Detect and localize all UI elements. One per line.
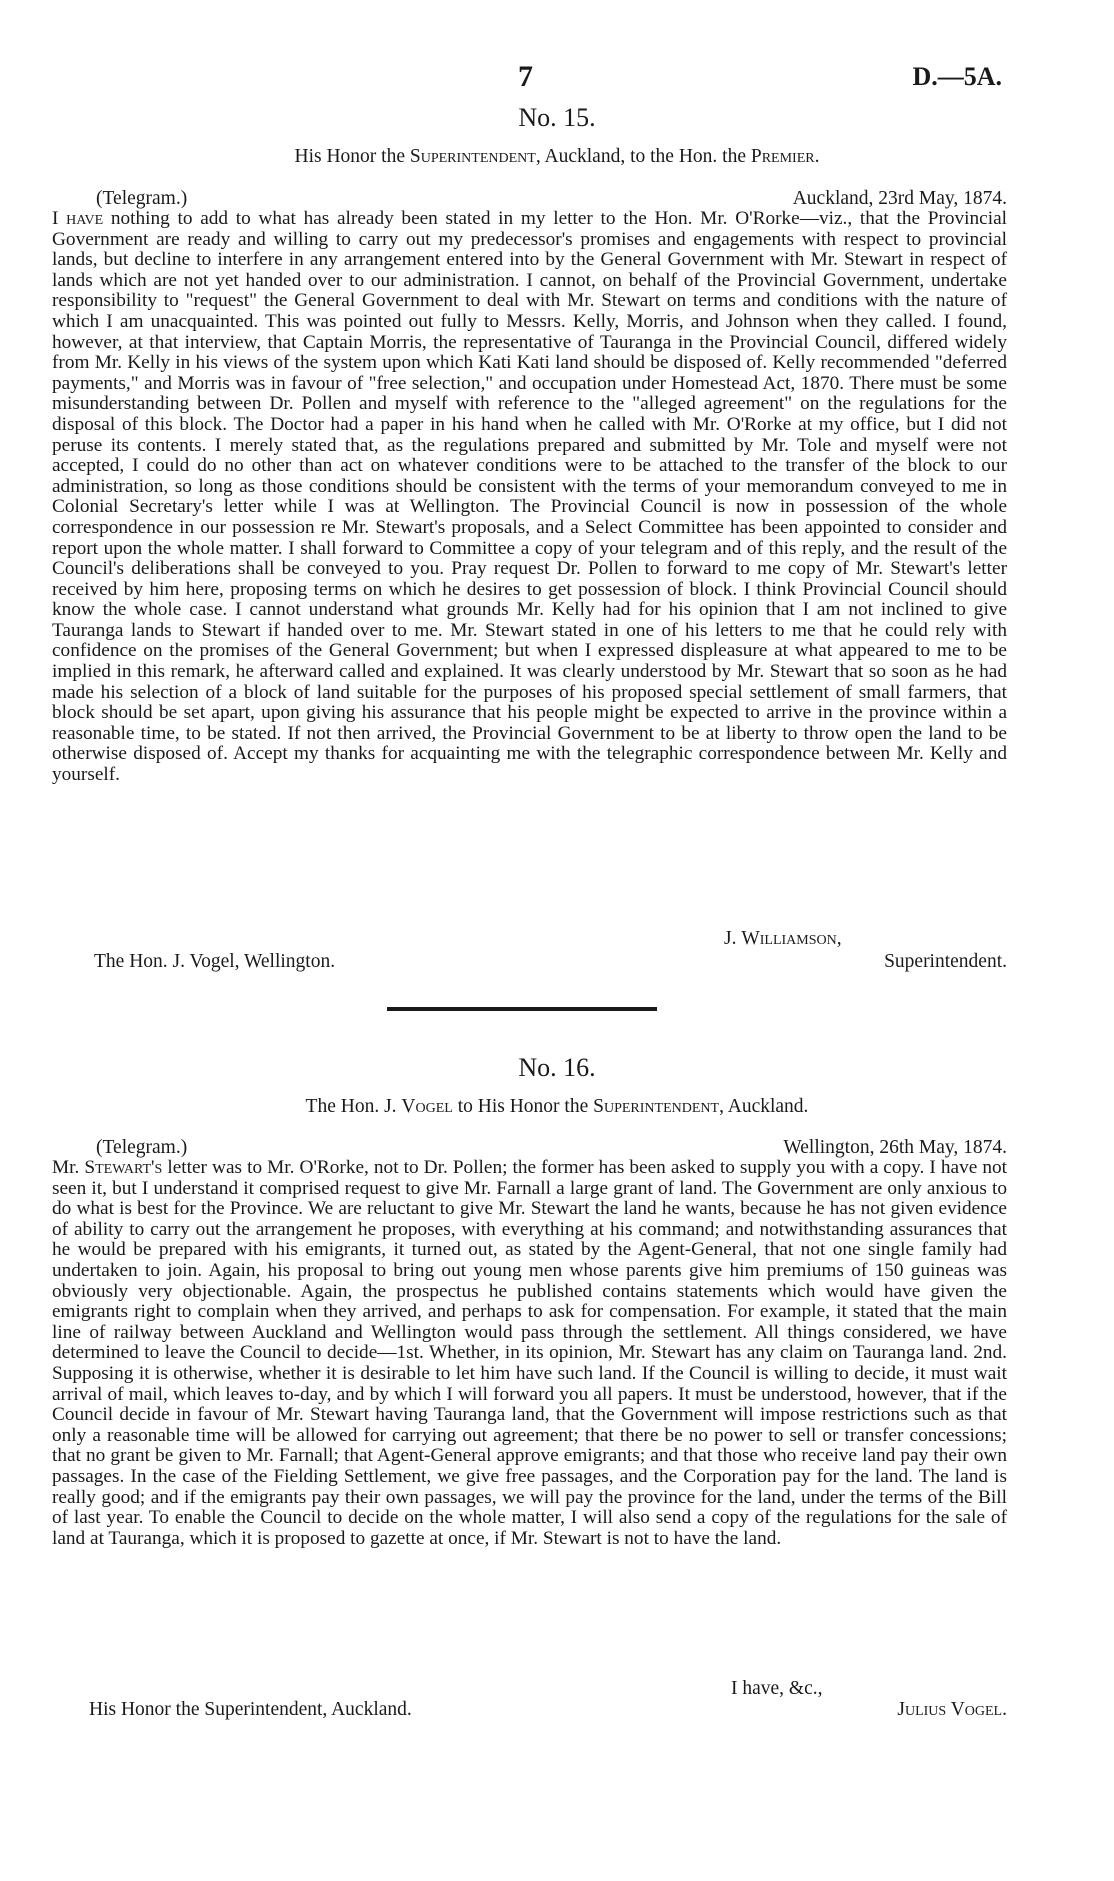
no15-signature-title: Superintendent. (884, 951, 1007, 972)
no16-addressee: His Honor the Superintendent, Auckland. (89, 1699, 412, 1720)
no15-to-post: . (814, 146, 820, 167)
section-divider (387, 1007, 657, 1011)
no15-opening: I have (52, 208, 104, 229)
section-heading-no16: No. 16. (518, 1053, 596, 1082)
no15-from-title: Superintendent (409, 146, 536, 167)
no15-signature-initial: J. (724, 928, 742, 949)
no15-signature-post: , (836, 928, 842, 949)
no16-to-post: , Auckland. (719, 1096, 809, 1117)
no15-body-text: nothing to add to what has already been stated in my letter to the Hon. Mr. O'Rorke—viz., that the Provincial Government are ready and willing to carry out my predecessor's promises and engagements with respect to provincial lands, but decline to interfere in any arrangement entered into by the General Government with Mr. Stewart in respect of lands which are not yet handed over to our administration. I cannot, on behalf of the Provincial Government, undertake responsibility to "request" the General Government to deal with Mr. Stewart on terms and conditions with the nature of which I am unacquainted. This was pointed out fully to Messrs. Kelly, Morris, and Johnson when they called. I found, however, at that interview, that Captain Morris, the representative of Tauranga in the Provincial Council, differed widely from Mr. Kelly in his views of the system upon which Kati Kati land should be disposed of. Kelly recommended "deferred payments," and Morris was in favour of "free selection," and occupation under Homestead Act, 1870. There must be some misunderstanding between Dr. Pollen and myself with reference to the "alleged agreement" on the regulations for the disposal of this block. The Doctor had a paper in his hand when he called with Mr. O'Rorke at my office, but I did not peruse its contents. I merely stated that, as the regulations prepared and submitted by Mr. Tole and myself were not accepted, I could do no other than act on whatever conditions were to be attached to the transfer of the block to our administration, so long as those conditions should be consistent with the terms of your memorandum conveyed to me in Colonial Secretary's letter while I was at Wellington. The Provincial Council is now in possession of the whole correspondence in our possession re Mr. Stewart's proposals, and a Select Committee has been appointed to consider and report upon the whole matter. I shall forward to Committee a copy of your telegram and of this reply, and the result of the Council's deliberations shall be conveyed to you. Pray request Dr. Pollen to forward to me copy of Mr. Stewart's letter received by him here, proposing terms on which he desires to get possession of block. I think Provincial Council should know the whole case. I cannot understand what grounds Mr. Kelly had for his opinion that I am not inclined to give Tauranga lands to Stewart if handed over to me. Mr. Stewart stated in one of his letters to me that he could rely with confidence on the promises of the General Government; but when I expressed displeasure at what appeared to me to be implied in this remark, he afterward called and explained. It was clearly understood by Mr. Stewart that so soon as he had made his selection of a block of land suitable for the purposes of his proposed special settlement of small farmers, that block should be set apart, upon giving his assurance that his people might be expected to arrive in the province within a reasonable time, to be stated. If not then arrived, the Provincial Government to be at liberty to throw open the land to be otherwise disposed of. Accept my thanks for acquainting me with the telegraphic correspondence between Mr. Kelly and yourself. (52, 208, 1007, 786)
no16-signature: Julius Vogel. (897, 1699, 1007, 1720)
no16-from-name: Vogel (401, 1096, 453, 1117)
no15-signature-name: Williamson (741, 928, 837, 949)
no15-from-pre: His Honor the (294, 146, 410, 167)
document-reference: D.—5A. (912, 62, 1002, 91)
no15-to-title: Premier (750, 146, 815, 167)
no15-from-to-line (0, 146, 1114, 168)
no16-from-mid: to His Honor the (452, 1096, 594, 1117)
no15-addressee: The Hon. J. Vogel, Wellington. (94, 951, 336, 972)
no16-to-title: Superintendent (593, 1096, 720, 1117)
section-heading-no15: No. 15. (518, 103, 596, 132)
page-number: 7 (518, 60, 533, 93)
no16-closing: I have, &c., (731, 1678, 823, 1699)
no16-telegram-label: (Telegram.) (96, 1137, 188, 1158)
no16-place-date: Wellington, 26th May, 1874. (783, 1137, 1007, 1158)
no15-telegram-label: (Telegram.) (96, 188, 188, 209)
no15-signature (724, 928, 842, 950)
no16-from-pre: The Hon. J. (305, 1096, 402, 1117)
no15-place-date: Auckland, 23rd May, 1874. (792, 188, 1007, 209)
no15-from-mid: , Auckland, to the Hon. the (535, 146, 751, 167)
no16-from-to-line (0, 1096, 1114, 1118)
no16-body (52, 1158, 1007, 1549)
no16-body-text: letter was to Mr. O'Rorke, not to Dr. Pollen; the former has been asked to supply you with a copy. I have not seen it, but I understand it comprised request to give Mr. Farnall a large grant of land. The Government are only anxious to do what is best for the Province. We are reluctant to give Mr. Stewart the land he wants, because he has not given evidence of ability to carry out the arrangement he proposes, with everything at his command; and notwithstanding assurances that he would be prepared with his emigrants, it turned out, as stated by the Agent-General, that not one single family had undertaken to join. Again, his proposal to bring out young men whose parents give him premiums of 150 guineas was obviously very objectionable. Again, the prospectus he published contains statements which would have given the emigrants right to complain when they arrived, and perhaps to ask for compensation. For example, it stated that the main line of railway between Auckland and Wellington would pass through the settlement. All things considered, we have determined to leave the Council to decide—1st. Whether, in its opinion, Mr. Stewart has any claim on Tauranga land. 2nd. Supposing it is otherwise, whether it is desirable to let him have such land. If the Council is willing to decide, it must wait arrival of mail, which leaves to-day, and by which I will forward you all papers. It must be understood, however, that if the Council decide in favour of Mr. Stewart having Tauranga land, that the Government will impose restrictions such as that only a reasonable time will be allowed for carrying out agreement; that there be no power to sell or transfer concessions; that no grant be given to Mr. Farnall; that Agent-General approve emigrants; and that those who receive land pay their own passages. In the case of the Fielding Settlement, we give free passages, and the Corporation pay for the land. The land is really good; and if the emigrants pay their own passages, we will pay the province for the land, under the terms of the Bill of last year. To enable the Council to decide on the whole matter, I will also send a copy of the regulations for the sale of land at Tauranga, which it is proposed to gazette at once, if Mr. Stewart is not to have the land. (52, 1157, 1007, 1549)
no16-opening: Stewart's (84, 1157, 163, 1178)
no15-body (52, 209, 1007, 786)
no16-opening-pre: Mr. (52, 1157, 85, 1178)
